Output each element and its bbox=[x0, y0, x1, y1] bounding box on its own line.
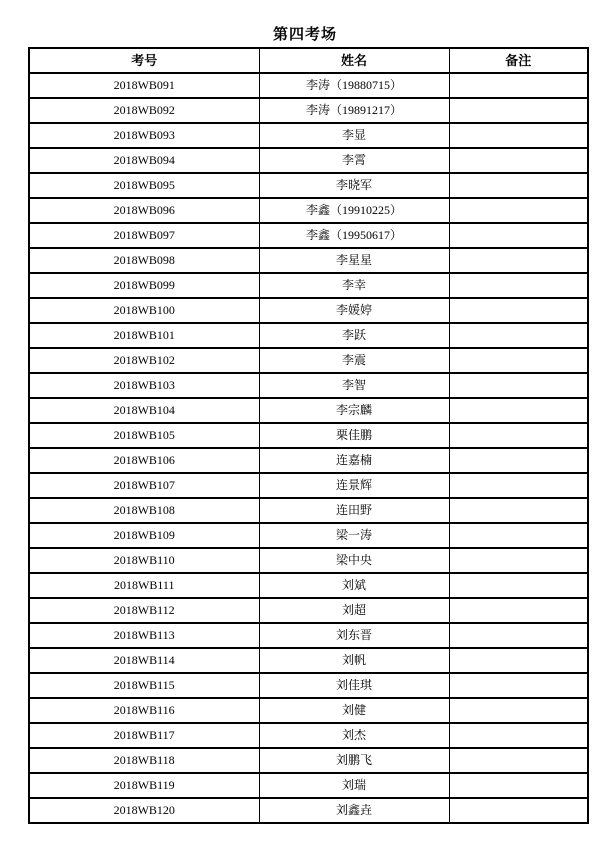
note-cell bbox=[449, 523, 588, 548]
table-row bbox=[29, 648, 588, 673]
exam-number-cell: 2018WB105 bbox=[29, 423, 259, 448]
exam-number-cell: 2018WB091 bbox=[29, 73, 259, 98]
table-row bbox=[29, 598, 588, 623]
exam-number-cell: 2018WB109 bbox=[29, 523, 259, 548]
exam-number-cell: 2018WB117 bbox=[29, 723, 259, 748]
table-row bbox=[29, 548, 588, 573]
note-cell bbox=[449, 498, 588, 523]
table-row bbox=[29, 348, 588, 373]
note-cell bbox=[449, 773, 588, 798]
name-cell: 李霄 bbox=[259, 148, 449, 173]
name-cell: 刘佳琪 bbox=[259, 673, 449, 698]
table-row bbox=[29, 673, 588, 698]
name-cell: 李晓军 bbox=[259, 173, 449, 198]
table-row bbox=[29, 198, 588, 223]
note-cell bbox=[449, 198, 588, 223]
exam-number-cell: 2018WB108 bbox=[29, 498, 259, 523]
exam-number-cell: 2018WB096 bbox=[29, 198, 259, 223]
exam-number-cell: 2018WB104 bbox=[29, 398, 259, 423]
note-cell bbox=[449, 323, 588, 348]
table-row bbox=[29, 448, 588, 473]
exam-number-cell: 2018WB116 bbox=[29, 698, 259, 723]
header-row bbox=[29, 48, 588, 73]
table-row bbox=[29, 423, 588, 448]
name-cell: 李鑫（19950617） bbox=[259, 223, 449, 248]
table-row bbox=[29, 698, 588, 723]
note-cell bbox=[449, 798, 588, 823]
name-cell: 李宗麟 bbox=[259, 398, 449, 423]
name-cell: 刘超 bbox=[259, 598, 449, 623]
exam-number-cell: 2018WB115 bbox=[29, 673, 259, 698]
note-cell bbox=[449, 298, 588, 323]
exam-number-cell: 2018WB094 bbox=[29, 148, 259, 173]
name-cell: 梁一涛 bbox=[259, 523, 449, 548]
exam-roster-table bbox=[28, 47, 589, 824]
name-cell: 刘帆 bbox=[259, 648, 449, 673]
note-cell bbox=[449, 473, 588, 498]
table-row bbox=[29, 98, 588, 123]
note-cell bbox=[449, 373, 588, 398]
table-row bbox=[29, 798, 588, 823]
name-cell: 李智 bbox=[259, 373, 449, 398]
note-cell bbox=[449, 673, 588, 698]
name-cell: 李涛（19880715） bbox=[259, 73, 449, 98]
note-cell bbox=[449, 173, 588, 198]
exam-number-cell: 2018WB114 bbox=[29, 648, 259, 673]
exam-number-cell: 2018WB118 bbox=[29, 748, 259, 773]
exam-number-cell: 2018WB106 bbox=[29, 448, 259, 473]
note-cell bbox=[449, 273, 588, 298]
note-cell bbox=[449, 98, 588, 123]
table-row bbox=[29, 523, 588, 548]
note-cell bbox=[449, 723, 588, 748]
name-cell: 梁中央 bbox=[259, 548, 449, 573]
note-cell bbox=[449, 548, 588, 573]
name-cell: 刘杰 bbox=[259, 723, 449, 748]
note-cell bbox=[449, 348, 588, 373]
table-row bbox=[29, 273, 588, 298]
exam-number-cell: 2018WB095 bbox=[29, 173, 259, 198]
name-cell: 刘鹏飞 bbox=[259, 748, 449, 773]
table-row bbox=[29, 573, 588, 598]
name-cell: 李幸 bbox=[259, 273, 449, 298]
exam-number-cell: 2018WB092 bbox=[29, 98, 259, 123]
name-cell: 李涛（19891217） bbox=[259, 98, 449, 123]
table-row bbox=[29, 773, 588, 798]
exam-number-cell: 2018WB107 bbox=[29, 473, 259, 498]
note-cell bbox=[449, 623, 588, 648]
header-name: 姓名 bbox=[259, 48, 449, 73]
table-row bbox=[29, 73, 588, 98]
exam-number-cell: 2018WB102 bbox=[29, 348, 259, 373]
exam-number-cell: 2018WB103 bbox=[29, 373, 259, 398]
name-cell: 刘鑫垚 bbox=[259, 798, 449, 823]
exam-number-cell: 2018WB113 bbox=[29, 623, 259, 648]
table-row bbox=[29, 473, 588, 498]
name-cell: 李鑫（19910225） bbox=[259, 198, 449, 223]
exam-number-cell: 2018WB098 bbox=[29, 248, 259, 273]
table-row bbox=[29, 498, 588, 523]
name-cell: 李跃 bbox=[259, 323, 449, 348]
name-cell: 刘健 bbox=[259, 698, 449, 723]
table-row bbox=[29, 123, 588, 148]
note-cell bbox=[449, 148, 588, 173]
note-cell bbox=[449, 423, 588, 448]
exam-number-cell: 2018WB111 bbox=[29, 573, 259, 598]
exam-number-cell: 2018WB100 bbox=[29, 298, 259, 323]
table-row bbox=[29, 323, 588, 348]
table-row bbox=[29, 398, 588, 423]
note-cell bbox=[449, 123, 588, 148]
table-row bbox=[29, 173, 588, 198]
name-cell: 刘东晋 bbox=[259, 623, 449, 648]
name-cell: 刘斌 bbox=[259, 573, 449, 598]
exam-number-cell: 2018WB112 bbox=[29, 598, 259, 623]
name-cell: 连景辉 bbox=[259, 473, 449, 498]
exam-number-cell: 2018WB101 bbox=[29, 323, 259, 348]
page-title: 第四考场 bbox=[272, 27, 337, 43]
name-cell: 李震 bbox=[259, 348, 449, 373]
note-cell bbox=[449, 398, 588, 423]
exam-number-cell: 2018WB120 bbox=[29, 798, 259, 823]
table-row bbox=[29, 623, 588, 648]
note-cell bbox=[449, 73, 588, 98]
exam-number-cell: 2018WB099 bbox=[29, 273, 259, 298]
note-cell bbox=[449, 448, 588, 473]
name-cell: 李显 bbox=[259, 123, 449, 148]
name-cell: 李媛婷 bbox=[259, 298, 449, 323]
exam-number-cell: 2018WB093 bbox=[29, 123, 259, 148]
name-cell: 栗佳鹏 bbox=[259, 423, 449, 448]
exam-number-cell: 2018WB119 bbox=[29, 773, 259, 798]
note-cell bbox=[449, 573, 588, 598]
table-row bbox=[29, 748, 588, 773]
name-cell: 李星星 bbox=[259, 248, 449, 273]
note-cell bbox=[449, 648, 588, 673]
note-cell bbox=[449, 698, 588, 723]
note-cell bbox=[449, 223, 588, 248]
table-row bbox=[29, 223, 588, 248]
header-note: 备注 bbox=[449, 48, 588, 73]
exam-number-cell: 2018WB110 bbox=[29, 548, 259, 573]
name-cell: 连田野 bbox=[259, 498, 449, 523]
header-exam-number: 考号 bbox=[29, 48, 259, 73]
table-row bbox=[29, 148, 588, 173]
note-cell bbox=[449, 748, 588, 773]
table-row bbox=[29, 723, 588, 748]
exam-number-cell: 2018WB097 bbox=[29, 223, 259, 248]
table-row bbox=[29, 248, 588, 273]
table-row bbox=[29, 298, 588, 323]
note-cell bbox=[449, 248, 588, 273]
note-cell bbox=[449, 598, 588, 623]
table-row bbox=[29, 373, 588, 398]
name-cell: 刘瑞 bbox=[259, 773, 449, 798]
name-cell: 连嘉楠 bbox=[259, 448, 449, 473]
